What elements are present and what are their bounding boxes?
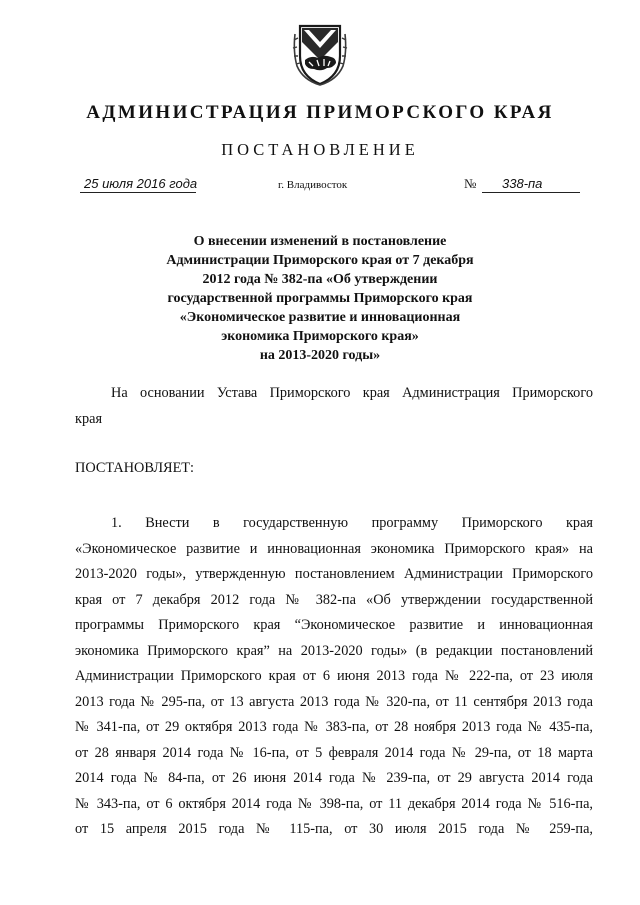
title-line: экономика Приморского края» [221, 329, 419, 344]
paragraph-line: от 15 апреля 2015 года № 115-па, от 30 июля 2015 года № 259-па, [75, 821, 593, 837]
document-title [120, 232, 520, 365]
date-underline [80, 192, 196, 193]
document-city: г. Владивосток [278, 179, 348, 191]
agency-name: АДМИНИСТРАЦИЯ ПРИМОРСКОГО КРАЯ [86, 102, 554, 123]
paragraph-line: 2014 года № 84-па, от 26 июня 2014 года № 239-па, от 29 августа 2014 года [75, 770, 593, 786]
paragraph-1 [75, 511, 593, 843]
document-type: ПОСТАНОВЛЕНИЕ [221, 140, 419, 159]
title-line: 2012 года № 382-па «Об утверждении [202, 272, 438, 287]
title-line: Администрации Приморского края от 7 декабря [166, 253, 474, 268]
basis-line: На основании Устава Приморского края Администрация Приморского [111, 385, 593, 401]
paragraph-line: экономика Приморского края” на 2013-2020 годы» (в редакции постановлений [75, 642, 593, 659]
paragraph-line: Администрации Приморского края от 6 июня 2013 года № 222-па, от 23 июля [75, 668, 593, 684]
number-underline [482, 192, 580, 193]
paragraph-line: «Экономическое развитие и инновационная экономика Приморского края» на [75, 540, 593, 557]
basis-line: края [75, 410, 103, 427]
paragraph-line: 1. Внести в государственную программу Приморского края [111, 515, 593, 531]
title-line: О внесении изменений в постановление [193, 234, 447, 249]
paragraph-line: № 343-па, от 6 октября 2014 года № 398-па, от 11 декабря 2014 года № 516-па, [75, 795, 593, 812]
title-line: государственной программы Приморского края [167, 291, 473, 306]
document-number: 338-па [502, 176, 543, 191]
paragraph-line: программы Приморского края “Экономическое развитие и инновационная [75, 617, 593, 633]
document-date: 25 июля 2016 года [84, 176, 198, 191]
paragraph-line: края от 7 декабря 2012 года № 382-па «Об утверждении государственной [75, 591, 593, 608]
title-line: «Экономическое развитие и инновационная [179, 310, 461, 325]
basis-paragraph [75, 381, 593, 432]
paragraph-line: от 28 января 2014 года № 16-па, от 5 февраля 2014 года № 29-па, от 18 марта [75, 744, 593, 761]
number-sign: № [464, 176, 477, 191]
resolves-heading: ПОСТАНОВЛЯЕТ: [75, 460, 195, 476]
paragraph-line: 2013 года № 295-па, от 13 августа 2013 года № 320-па, от 11 сентября 2013 года [75, 693, 593, 710]
coat-of-arms-icon [291, 22, 349, 86]
paragraph-line: № 341-па, от 29 октября 2013 года № 383-па, от 28 ноября 2013 года № 435-па, [75, 719, 593, 735]
title-line: на 2013-2020 годы» [259, 348, 381, 363]
paragraph-line: 2013-2020 годы», утвержденную постановлением Администрации Приморского [75, 566, 593, 582]
